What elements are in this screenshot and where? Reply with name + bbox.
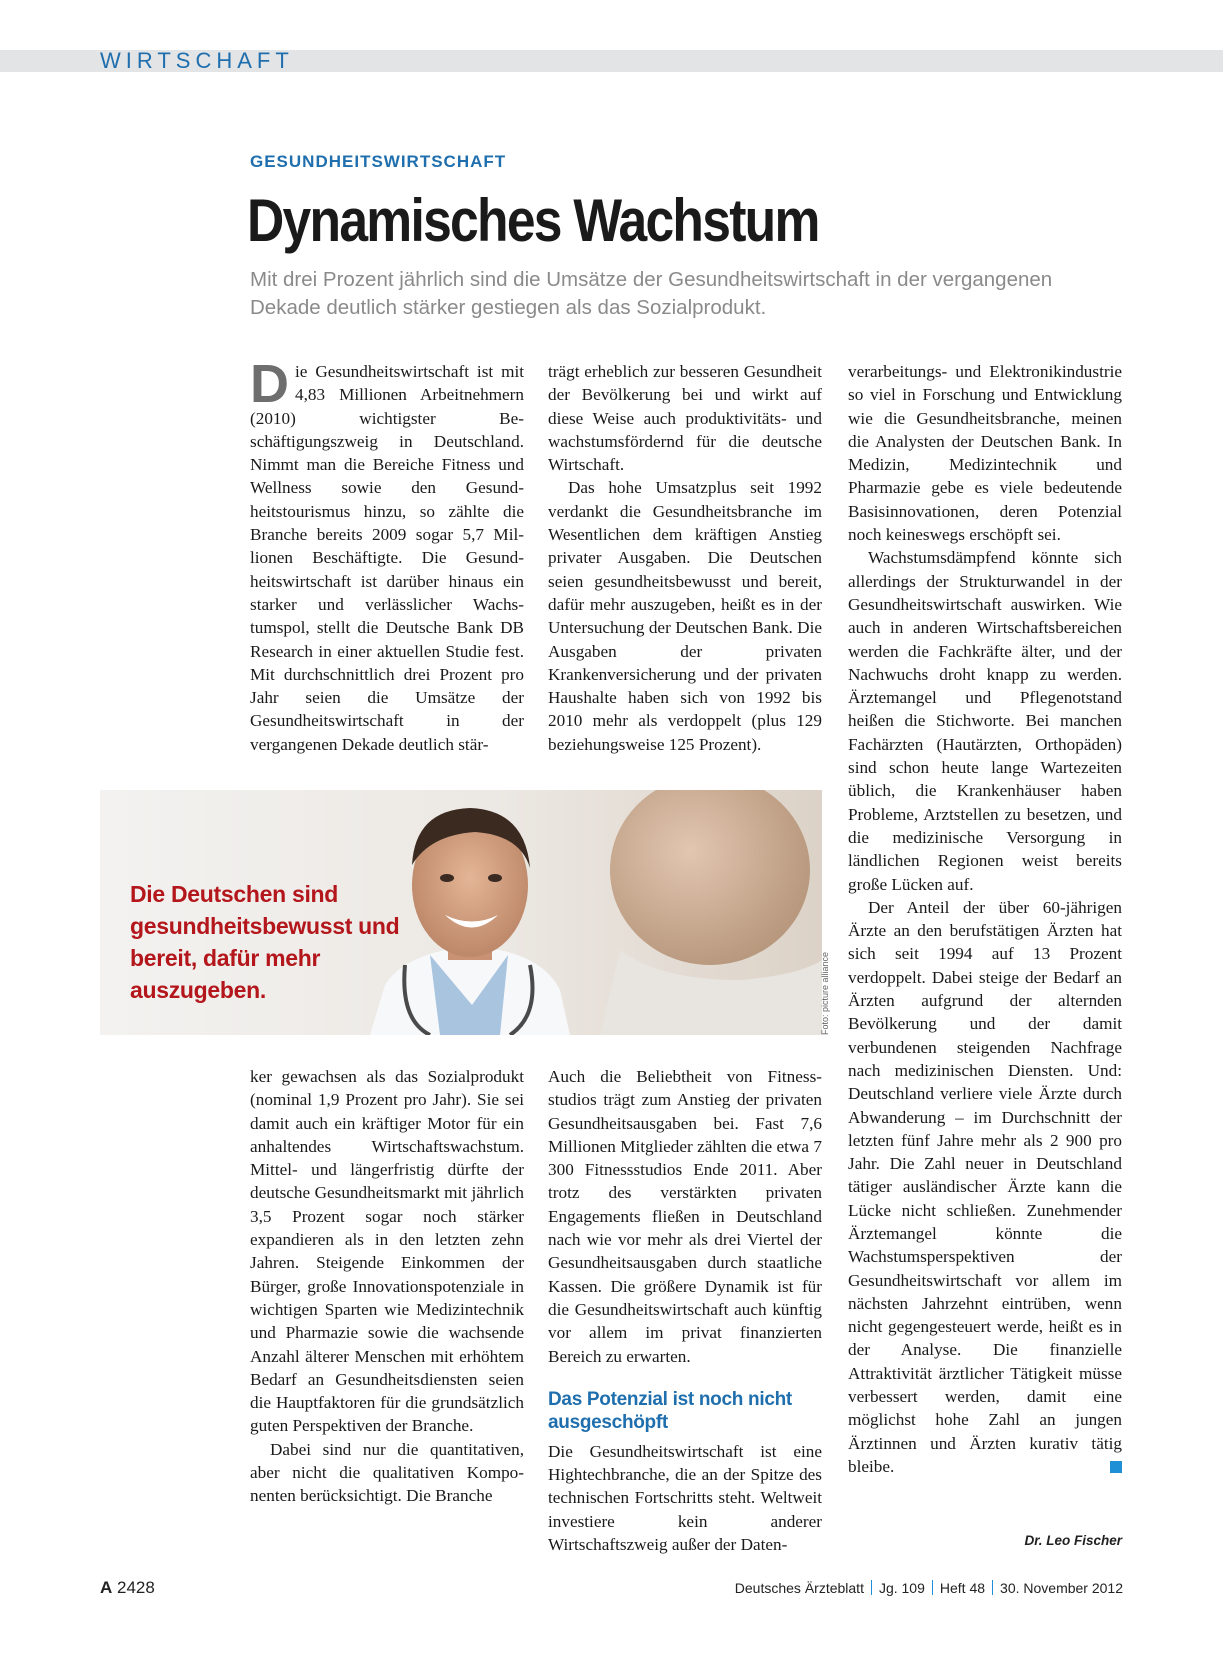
pull-quote: Die Deutschen sind gesundheitsbewusst und bereit, dafür mehr auszugeben.: [130, 881, 400, 1003]
journal-date: 30. November 2012: [1000, 1580, 1123, 1596]
text-column-3: [848, 360, 1122, 1478]
text-column-1-bottom: [250, 1065, 524, 1508]
paragraph: Dabei sind nur die quantitativen, aber nicht die qualitativen Komponenten berücksichtigt. Die Branche: [250, 1439, 524, 1506]
paragraph: Die Gesundheitswirtschaft ist eine Hightechbranche, die an der Spitze des technischen Fortschritts steht. Weltweit investiere kein anderer Wirtschaftszweig außer der Daten-: [548, 1441, 822, 1555]
footer-separator: [932, 1580, 933, 1595]
paragraph: trägt erheblich zur besseren Gesundheit der Bevölkerung bei und wirkt auf diese Weise auch produktivitäts- und wachstumsfördernd für die deutsche Wirtschaft.: [548, 362, 822, 475]
drop-cap: D: [250, 354, 289, 414]
end-mark-icon: [1110, 1461, 1122, 1473]
text-column-1-top: [250, 354, 524, 756]
journal-volume: Jg. 109: [878, 1580, 925, 1596]
journal-footer: [735, 1580, 1123, 1596]
footer-separator: [871, 1580, 872, 1595]
paragraph: Wachstumsdämpfend könnte sich allerdings der Strukturwandel in der Gesundheitswirtschaft auswirken. Wie auch in anderen Wirtschaftsbereichen werden die Fachkräfte älter, und der Nachwuchs droht knapp zu werden. Ärztemangel und Pflegenotstand heißen die Stichworte. Bei manchen Fachärzten (Hautärzten, Orthopäden) sind schon heute lange Wartezeiten üblich, die Krankenhäuser haben Probleme, Arztstellen zu besetzen, und die medizinische Versorgung in ländlichen Regionen weist bereits große Lücken auf.: [848, 548, 1122, 894]
paragraph: ie Gesundheitswirtschaft ist mit 4,83 Millionen Arbeitnehmern (2010) wichtigster Beschäftigungszweig in Deutschland. Nimmt man die Bereiche Fitness und Wellness sowie den Gesundheitstourismus hinzu, so zählte die Branche bereits 2009 sogar 5,7 Millionen Beschäftigte. Die Gesundheitswirtschaft ist darüber hinaus ein starker und verlässlicher Wachstumspol, stellt die Deutsche Bank DB Research in einer aktuellen Studie fest. Mit durchschnittlich drei Prozent pro Jahr seien die Umsätze der Gesundheitswirtschaft in der vergangenen Dekade deutlich stär-: [250, 362, 524, 754]
subheading: Das Potenzial ist noch nicht ausgeschöpft: [548, 1388, 792, 1433]
section-label: WIRTSCHAFT: [100, 48, 294, 73]
journal-issue: Heft 48: [939, 1580, 986, 1596]
text-column-2-bottom: [548, 1065, 822, 1556]
page-number: [100, 1578, 155, 1598]
text-column-2-top: [548, 360, 822, 756]
article-kicker: GESUNDHEITSWIRTSCHAFT: [250, 152, 507, 171]
page-letter: A: [100, 1578, 113, 1597]
author-byline: Dr. Leo Fischer: [1024, 1533, 1122, 1548]
journal-name: Deutsches Ärzteblatt: [734, 1580, 864, 1596]
paragraph: ker gewachsen als das Sozialprodukt (nominal 1,9 Prozent pro Jahr). Sie sei damit auch ein kräftiger Motor für ein anhaltendes Wirtschaftswachstum. Mittel- und längerfristig dürfte der deutsche Gesundheitsmarkt mit jährlich 3,5 Prozent sogar noch stärker expandieren als in den letzten zehn Jahren. Steigende Einkommen der Bürger, große Innovationspotenziale in wichtigen Sparten wie Medizintechnik und Pharmazie sowie die wachsende Anzahl älterer Menschen mit erhöhtem Bedarf an Gesundheitsdiensten seien die Hauptfaktoren für die grundsätzlich guten Perspektiven der Branche.: [250, 1067, 524, 1436]
paragraph: Das hohe Umsatzplus seit 1992 verdankt die Gesundheitsbranche im Wesentlichen dem kräftigen Anstieg privater Ausgaben. Die Deutschen seien gesundheitsbewusst und bereit, dafür mehr auszugeben, heißt es in der Untersuchung der Deutschen Bank. Die Ausgaben der privaten Krankenversicherung und der privaten Haushalte haben sich von 1992 bis 2010 mehr als verdoppelt (plus 129 beziehungsweise 125 Prozent).: [548, 478, 822, 754]
paragraph-text: Der Anteil der über 60-jährigen Ärzte an den berufstätigen Ärzten hat sich seit 1994 auf 13 Prozent verdoppelt. Dabei steige der Bedarf an Ärzten aufgrund der alternden Bevölkerung und der damit verbundenen steigenden Nachfrage nach medizinischen Diensten. Und: Deutschland verliere viele Ärzte durch Abwanderung – im Durchschnitt der letzten fünf Jahre mehr als 2 900 pro Jahr. Die Zahl neuer in Deutschland tätiger ausländischer Ärzte kann die Lücke nicht schließen. Zunehmender Ärztemangel könnte die Wachstumsperspektiven der Gesundheitswirtschaft vor allem im nächsten Jahrzehnt eintrüben, wenn nicht gegengesteuert werde, heißt es in der Analyse. Die finanzielle Attraktivität ärztlicher Tätigkeit müsse verbessert werden, damit eine möglichst hohe Zahl an jungen Ärztinnen und Ärzten kurativ tätig bleibe.: [848, 897, 1122, 1476]
footer-separator: [992, 1580, 993, 1595]
paragraph: [848, 896, 1122, 1478]
photo-credit: Foto: picture alliance: [820, 951, 830, 1035]
article-title: Dynamisches Wachstum: [247, 187, 819, 254]
page-number-value: 2428: [117, 1578, 155, 1597]
paragraph: Auch die Beliebtheit von Fitnessstudios trägt zum Anstieg der privaten Gesundheitsausgaben bei. Fast 7,6 Millionen Mitglieder zählten die etwa 7 300 Fitnessstudios Ende 2011. Aber trotz des verstärkten privaten Engagements fließen in Deutschland nach wie vor mehr als drei Viertel der Gesundheitsausgaben durch staatliche Kassen. Die größere Dynamik ist für die Gesundheitswirtschaft auch künftig vor allem im privat finanzierten Bereich zu erwarten.: [548, 1067, 822, 1366]
article-lead: Mit drei Prozent jährlich sind die Umsätze der Gesundheitswirtschaft in der vergangenen Dekade deutlich stärker gestiegen als das Sozialprodukt.: [250, 268, 1053, 319]
paragraph: verarbeitungs- und Elektronikindustrie so viel in Forschung und Entwicklung wie die Gesundheitsbranche, meinen die Analysten der Deutschen Bank. In Medizin, Medizintechnik und Pharmazie gebe es viele bedeutende Basisinnovationen, deren Potenzial noch keineswegs erschöpft sei.: [848, 362, 1122, 545]
